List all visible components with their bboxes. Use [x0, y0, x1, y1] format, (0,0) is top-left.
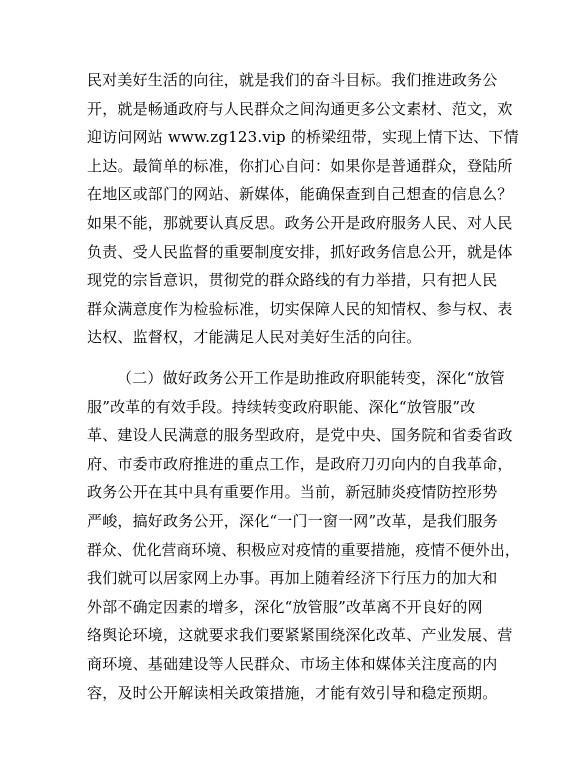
- paragraph-line: 府、市委市政府推进的重点工作，是政府刀刃向内的自我革命，: [87, 454, 513, 473]
- paragraph-line: 群众、优化营商环境、积极应对疫情的重要措施，疫情不便外出，: [87, 540, 520, 559]
- paragraph-line: 如果不能，那就要认真反思。政务公开是政府服务人民、对人民: [87, 214, 513, 232]
- paragraph-line: 现党的宗旨意识，贯彻党的群众路线的有力举措，只有把人民: [87, 271, 498, 290]
- paragraph-line: 达权、监督权，才能满足人民对美好生活的向往。: [87, 328, 422, 347]
- paragraph-line: 我们就可以居家网上办事。再加上随着经济下行压力的加大和: [87, 569, 498, 588]
- paragraph-line: 外部不确定因素的增多，深化“放管服”改革离不开良好的网: [87, 597, 483, 616]
- paragraph-line: （二）做好政务公开工作是助推政府职能转变，深化“放管: [117, 369, 505, 387]
- paragraph-line: 容，及时公开解读相关政策措施，才能有效引导和稳定预期。: [87, 683, 498, 702]
- paragraph-line: 在地区或部门的网站、新媒体，能确保查到自己想查的信息么？: [87, 185, 513, 204]
- paragraph-line: 群众满意度作为检验标准，切实保障人民的知情权、参与权、表: [87, 299, 513, 318]
- paragraph-line: 服”改革的有效手段。持续转变政府职能、深化“放管服”改: [87, 397, 476, 416]
- paragraph-line: 政务公开在其中具有重要作用。当前，新冠肺炎疫情防控形势: [87, 483, 498, 502]
- paragraph-line: 负责、受人民监督的重要制度安排，抓好政务信息公开，就是体: [87, 242, 513, 261]
- paragraph-line: 民对美好生活的向往，就是我们的奋斗目标。我们推进政务公: [87, 71, 498, 89]
- paragraph-line: 络舆论环境，这就要求我们要紧紧围绕深化改革、产业发展、营: [87, 626, 513, 645]
- paragraph-line: 开，就是畅通政府与人民群众之间沟通更多公文素材、范文，欢: [87, 99, 513, 118]
- paragraph-line: 严峻，搞好政务公开，深化“一门一窗一网”改革，是我们服务: [87, 512, 498, 530]
- paragraph-line: 迎访问网站 www.zg123.vip 的桥梁纽带，实现上情下达、下情: [87, 128, 519, 147]
- paragraph-line: 商环境、基础建设等人民群众、市场主体和媒体关注度高的内: [87, 655, 498, 673]
- paragraph-line: 革、建设人民满意的服务型政府，是党中央、国务院和省委省政: [87, 426, 513, 445]
- paragraph-line: 上达。最简单的标准，你扪心自问：如果你是普通群众，登陆所: [87, 156, 513, 175]
